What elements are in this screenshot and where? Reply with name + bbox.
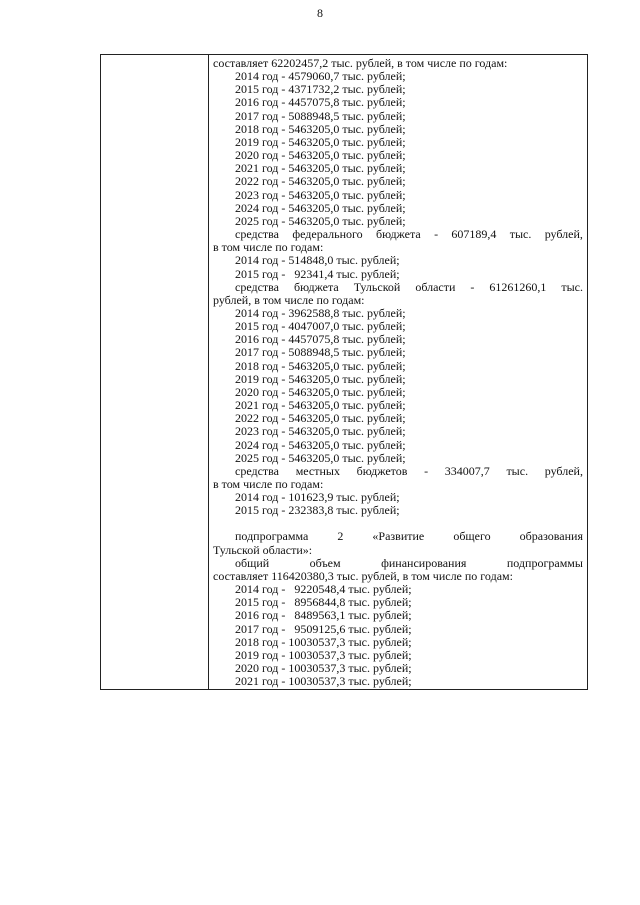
year-line: 2014 год - 3962588,8 тыс. рублей;: [235, 305, 406, 320]
year-line: 2025 год - 5463205,0 тыс. рублей;: [235, 213, 406, 228]
table-right-cell: [209, 55, 587, 688]
federal-funds-line2: в том числе по годам:: [213, 240, 324, 255]
year-line: 2021 год - 5463205,0 тыс. рублей;: [235, 161, 406, 176]
word: средства: [235, 279, 280, 294]
year-line: 2018 год - 5463205,0 тыс. рублей;: [235, 358, 406, 373]
year-line: 2020 год - 5463205,0 тыс. рублей;: [235, 384, 406, 399]
year-line: 2017 год - 5088948,5 тыс. рублей;: [235, 345, 406, 360]
year-line: 2014 год - 4579060,7 тыс. рублей;: [235, 69, 406, 84]
subprogram-title-line: [213, 530, 583, 543]
year-line: 2024 год - 5463205,0 тыс. рублей;: [235, 200, 406, 215]
year-line: 2021 год - 10030537,3 тыс. рублей;: [235, 674, 412, 689]
word: 2: [337, 529, 344, 544]
year-line: 2019 год - 5463205,0 тыс. рублей;: [235, 371, 406, 386]
year-line: 2022 год - 5463205,0 тыс. рублей;: [235, 174, 406, 189]
word: -: [470, 279, 475, 294]
year-line: 2023 год - 5463205,0 тыс. рублей;: [235, 187, 406, 202]
word: бюджета: [293, 279, 339, 294]
local-funds-line2: в том числе по годам:: [213, 477, 324, 491]
word: федерального: [292, 227, 363, 242]
year-line: 2018 год - 10030537,3 тыс. рублей;: [235, 634, 412, 649]
local-years: [213, 491, 583, 517]
word: 334007,7: [444, 463, 490, 478]
word: -: [424, 463, 429, 478]
subprogram-total-line: составляет 116420380,3 тыс. рублей, в том числе по годам:: [213, 568, 513, 583]
word: тыс.: [509, 227, 532, 242]
word: тыс.: [506, 463, 529, 478]
federal-years: [213, 254, 583, 280]
word: рублей,: [544, 227, 583, 242]
year-line: 2025 год - 5463205,0 тыс. рублей;: [235, 450, 406, 465]
year-line: 2015 год - 92341,4 тыс. рублей;: [235, 266, 400, 281]
year-line: 2019 год - 10030537,3 тыс. рублей;: [235, 647, 412, 662]
year-line: 2024 год - 5463205,0 тыс. рублей;: [235, 437, 406, 452]
year-line: 2016 год - 4457075,8 тыс. рублей;: [235, 95, 406, 110]
year-line: 2020 год - 5463205,0 тыс. рублей;: [235, 148, 406, 163]
year-line: 2015 год - 4371732,2 тыс. рублей;: [235, 82, 406, 97]
year-line: 2017 год - 5088948,5 тыс. рублей;: [235, 108, 406, 123]
word: финансирования: [381, 555, 467, 570]
year-line: 2016 год - 8489563,1 тыс. рублей;: [235, 608, 412, 623]
subprogram-years: [213, 583, 583, 688]
table-left-cell: [101, 55, 209, 689]
subprogram-title-line2: Тульской области»:: [213, 542, 313, 557]
word: образования: [519, 529, 583, 544]
year-line: 2015 год - 8956844,8 тыс. рублей;: [235, 595, 412, 610]
word: области: [415, 279, 456, 294]
block1-total-line: составляет 62202457,2 тыс. рублей, в том числе по годам:: [213, 56, 508, 70]
funding-table: [100, 54, 588, 690]
word: Тульской: [353, 279, 401, 294]
word: общий: [235, 555, 270, 570]
year-line: 2014 год - 9220548,4 тыс. рублей;: [235, 582, 412, 597]
year-line: 2015 год - 4047007,0 тыс. рублей;: [235, 319, 406, 334]
year-line: 2023 год - 5463205,0 тыс. рублей;: [235, 424, 406, 439]
word: объем: [309, 555, 341, 570]
word: подпрограмма: [235, 529, 309, 544]
year-line: 2019 год - 5463205,0 тыс. рублей;: [235, 134, 406, 149]
word: 61261260,1: [489, 279, 547, 294]
year-line: 2014 год - 101623,9 тыс. рублей;: [235, 490, 400, 505]
year-line: 2018 год - 5463205,0 тыс. рублей;: [235, 121, 406, 136]
word: бюджета: [375, 227, 421, 242]
subprogram-volume-line: [213, 557, 583, 570]
year-line: 2014 год - 514848,0 тыс. рублей;: [235, 253, 400, 268]
word: -: [434, 227, 439, 242]
word: средства: [235, 227, 280, 242]
year-line: 2015 год - 232383,8 тыс. рублей;: [235, 503, 400, 518]
word: тыс.: [561, 279, 583, 294]
word: общего: [453, 529, 491, 544]
year-line: 2020 год - 10030537,3 тыс. рублей;: [235, 661, 412, 676]
word: средства: [235, 463, 280, 478]
year-line: 2016 год - 4457075,8 тыс. рублей;: [235, 332, 406, 347]
block1-total-years: [213, 70, 583, 228]
year-line: 2022 год - 5463205,0 тыс. рублей;: [235, 411, 406, 426]
word: 607189,4: [451, 227, 497, 242]
regional-funds-line2: рублей, в том числе по годам:: [213, 292, 365, 307]
word: бюджетов: [356, 463, 408, 478]
page-number: 8: [317, 6, 323, 20]
word: подпрограммы: [506, 555, 583, 570]
regional-funds-line: [213, 281, 583, 294]
word: местных: [295, 463, 340, 478]
word: «Развитие: [372, 529, 425, 544]
word: рублей,: [544, 463, 583, 478]
regional-years: [213, 307, 583, 465]
year-line: 2017 год - 9509125,6 тыс. рублей;: [235, 621, 412, 636]
year-line: 2021 год - 5463205,0 тыс. рублей;: [235, 398, 406, 413]
